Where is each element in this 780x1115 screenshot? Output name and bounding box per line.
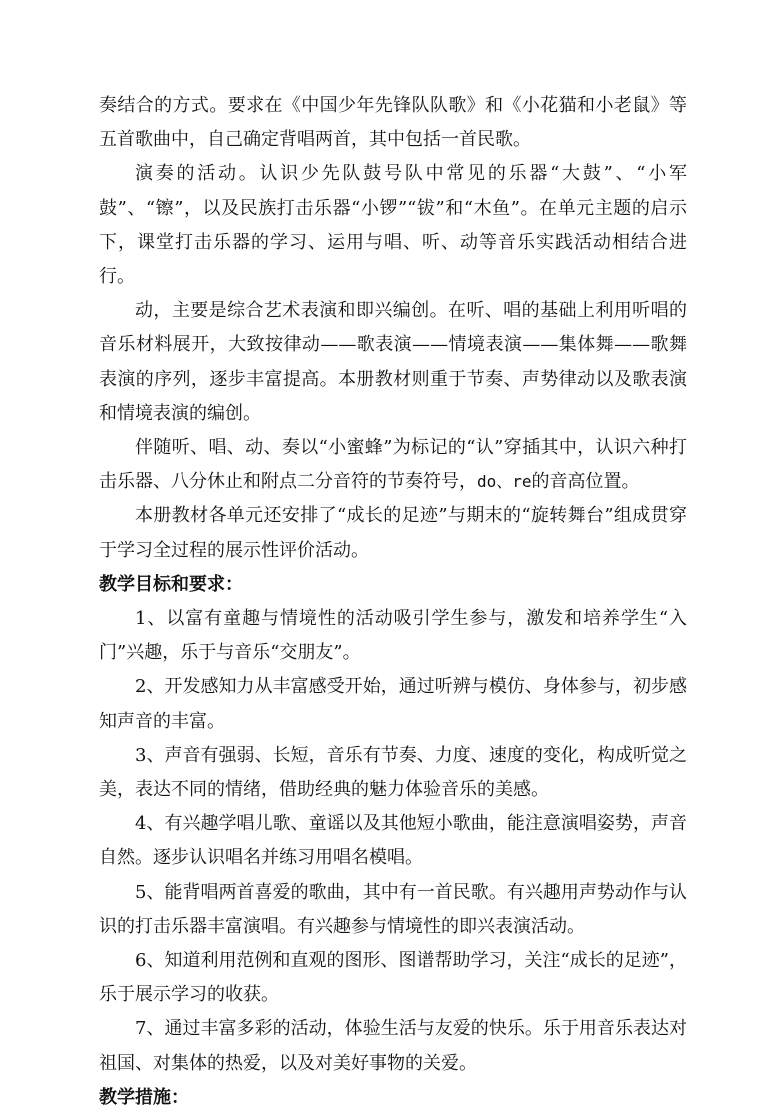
paragraph-recognition bbox=[99, 431, 687, 499]
paragraph-movement: 动，主要是综合艺术表演和即兴编创。在听、唱的基础上利用听唱的音乐材料展开，大致按律动——歌表演——情境表演——集体舞——歌舞表演的序列，逐步丰富提高。本册教材则重于节奏、声势律动以及歌表演和情境表演的编创。 bbox=[99, 300, 687, 424]
goal-item-4: 4、有兴趣学唱儿歌、童谣以及其他短小歌曲，能注意演唱姿势，声音自然。逐步认识唱名并练习用唱名模唱。 bbox=[99, 813, 687, 869]
goal-item-1: 1、以富有童趣与情境性的活动吸引学生参与，激发和培养学生“入门”兴趣，乐于与音乐“交朋友”。 bbox=[99, 608, 687, 664]
paragraph-singing: 奏结合的方式。要求在《中国少年先锋队队歌》和《小花猫和小老鼠》等五首歌曲中，自己确定背唱两首，其中包括一首民歌。 bbox=[99, 95, 687, 151]
goal-item-6: 6、知道利用范例和直观的图形、图谱帮助学习，关注“成长的足迹”，乐于展示学习的收获。 bbox=[99, 950, 687, 1006]
goal-item-2: 2、开发感知力从丰富感受开始，通过听辨与模仿、身体参与，初步感知声音的丰富。 bbox=[99, 676, 687, 732]
measures-heading: 教学措施： bbox=[99, 1086, 189, 1108]
goals-heading: 教学目标和要求： bbox=[99, 573, 243, 595]
paragraph-evaluation: 本册教材各单元还安排了“成长的足迹”与期末的“旋转舞台”组成贯穿于学习全过程的展示性评价活动。 bbox=[99, 505, 687, 561]
goal-item-7: 7、通过丰富多彩的活动，体验生活与友爱的快乐。乐于用音乐表达对祖国、对集体的热爱，以及对美好事物的关爱。 bbox=[99, 1018, 687, 1074]
goal-item-5: 5、能背唱两首喜爱的歌曲，其中有一首民歌。有兴趣用声势动作与认识的打击乐器丰富演唱。有兴趣参与情境性的即兴表演活动。 bbox=[99, 881, 687, 937]
paragraph-playing: 演奏的活动。认识少先队鼓号队中常见的乐器“大鼓”、“小军鼓”、“镲”，以及民族打击乐器“小锣”“钹”和“木鱼”。在单元主题的启示下，课堂打击乐器的学习、运用与唱、听、动等音乐实践活动相结合进行。 bbox=[99, 163, 687, 288]
recognition-text-a: 伴随听、唱、动、奏以“小蜜蜂”为标记的“认”穿插其中，认识六种打击乐器、八分休止和附点二分音符的节奏符号， bbox=[99, 437, 687, 493]
recognition-text-c: 的音高位置。 bbox=[531, 471, 640, 493]
solfege-notes: do、re bbox=[477, 472, 532, 492]
goal-item-3: 3、声音有强弱、长短，音乐有节奏、力度、速度的变化，构成听觉之美，表达不同的情绪，借助经典的魅力体验音乐的美感。 bbox=[99, 744, 687, 801]
